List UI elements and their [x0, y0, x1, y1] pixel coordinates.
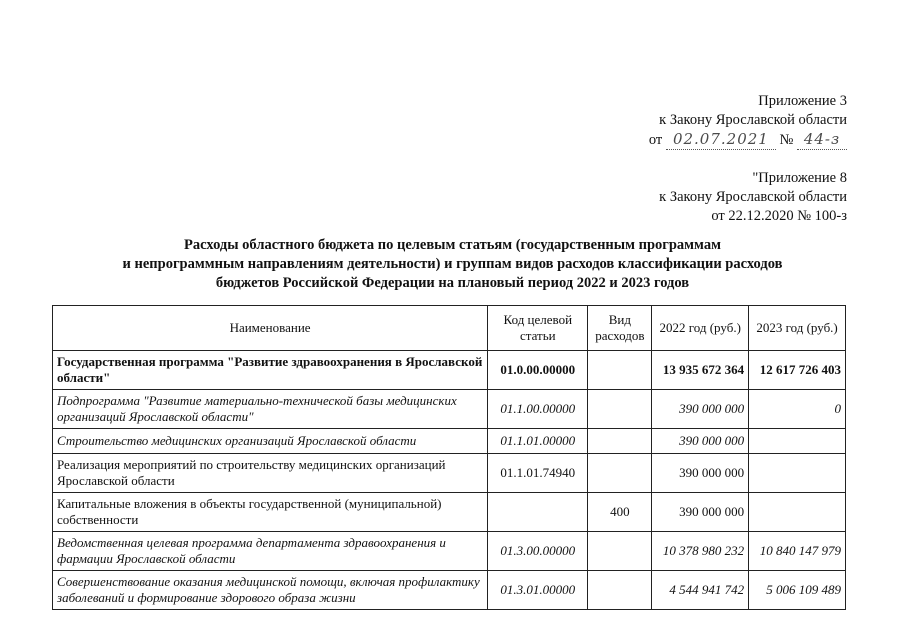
- cell-2023: [749, 454, 846, 493]
- header-name: Наименование: [53, 306, 488, 351]
- cell-code: 01.1.01.74940: [488, 454, 588, 493]
- title-line3: бюджетов Российской Федерации на плановый период 2022 и 2023 годов: [215, 275, 690, 291]
- cell-name: Капитальные вложения в объекты государственной (муниципальной) собственности: [53, 493, 488, 532]
- handwritten-date: 02.07.2021: [666, 130, 776, 150]
- cell-2022: 13 935 672 364: [652, 351, 749, 390]
- table-header-row: [53, 306, 846, 351]
- annex-current-header: [649, 92, 847, 150]
- table-row: [53, 493, 846, 532]
- annex-original-line3: от 22.12.2020 № 100-з: [711, 208, 847, 224]
- cell-code: 01.1.00.00000: [488, 390, 588, 429]
- annex-current-line2: к Закону Ярославской области: [659, 112, 847, 128]
- header-code: Код целевой статьи: [488, 306, 588, 351]
- cell-kind: [588, 571, 652, 610]
- cell-name: Подпрограмма "Развитие материально-технической базы медицинских организаций Ярославской области": [53, 390, 488, 429]
- cell-name: Совершенствование оказания медицинской помощи, включая профилактику заболеваний и формирование здорового образа жизни: [53, 571, 488, 610]
- annex-original-line1: "Приложение 8: [752, 170, 847, 186]
- cell-2023: 12 617 726 403: [749, 351, 846, 390]
- header-kind: Вид расходов: [588, 306, 652, 351]
- cell-2023: 5 006 109 489: [749, 571, 846, 610]
- cell-code: 01.0.00.00000: [488, 351, 588, 390]
- cell-2023: [749, 493, 846, 532]
- annex-current-line1: Приложение 3: [758, 93, 847, 109]
- table-row: [53, 390, 846, 429]
- cell-name: Ведомственная целевая программа департамента здравоохранения и фармации Ярославской области: [53, 532, 488, 571]
- handwritten-number: 44-з: [797, 130, 847, 150]
- cell-2022: 390 000 000: [652, 493, 749, 532]
- date-prefix: от: [648, 132, 663, 148]
- cell-kind: [588, 454, 652, 493]
- cell-2022: 390 000 000: [652, 390, 749, 429]
- cell-kind: [588, 390, 652, 429]
- annex-current-date-line: [649, 130, 847, 150]
- budget-table: [52, 305, 846, 610]
- number-sign: №: [779, 132, 794, 148]
- header-2022: 2022 год (руб.): [652, 306, 749, 351]
- annex-original-line2: к Закону Ярославской области: [659, 189, 847, 205]
- title-line1: Расходы областного бюджета по целевым статьям (государственным программам: [184, 237, 721, 253]
- cell-code: 01.1.01.00000: [488, 429, 588, 454]
- cell-2023: [749, 429, 846, 454]
- cell-code: [488, 493, 588, 532]
- cell-kind: [588, 532, 652, 571]
- cell-name: Реализация мероприятий по строительству медицинских организаций Ярославской области: [53, 454, 488, 493]
- document-title: [60, 236, 845, 293]
- cell-kind: 400: [588, 493, 652, 532]
- cell-2023: 0: [749, 390, 846, 429]
- header-2023: 2023 год (руб.): [749, 306, 846, 351]
- cell-kind: [588, 351, 652, 390]
- cell-2023: 10 840 147 979: [749, 532, 846, 571]
- table-row: [53, 429, 846, 454]
- annex-original-header: [659, 169, 847, 226]
- cell-name: Строительство медицинских организаций Ярославской области: [53, 429, 488, 454]
- cell-code: 01.3.00.00000: [488, 532, 588, 571]
- cell-2022: 10 378 980 232: [652, 532, 749, 571]
- table-row: [53, 571, 846, 610]
- table-row: [53, 454, 846, 493]
- table-row: [53, 532, 846, 571]
- cell-2022: 390 000 000: [652, 454, 749, 493]
- cell-name: Государственная программа "Развитие здравоохранения в Ярославской области": [53, 351, 488, 390]
- cell-2022: 390 000 000: [652, 429, 749, 454]
- cell-code: 01.3.01.00000: [488, 571, 588, 610]
- cell-2022: 4 544 941 742: [652, 571, 749, 610]
- title-line2: и непрограммным направлениям деятельности) и группам видов расходов классификации расходов: [122, 256, 783, 272]
- cell-kind: [588, 429, 652, 454]
- table-row: [53, 351, 846, 390]
